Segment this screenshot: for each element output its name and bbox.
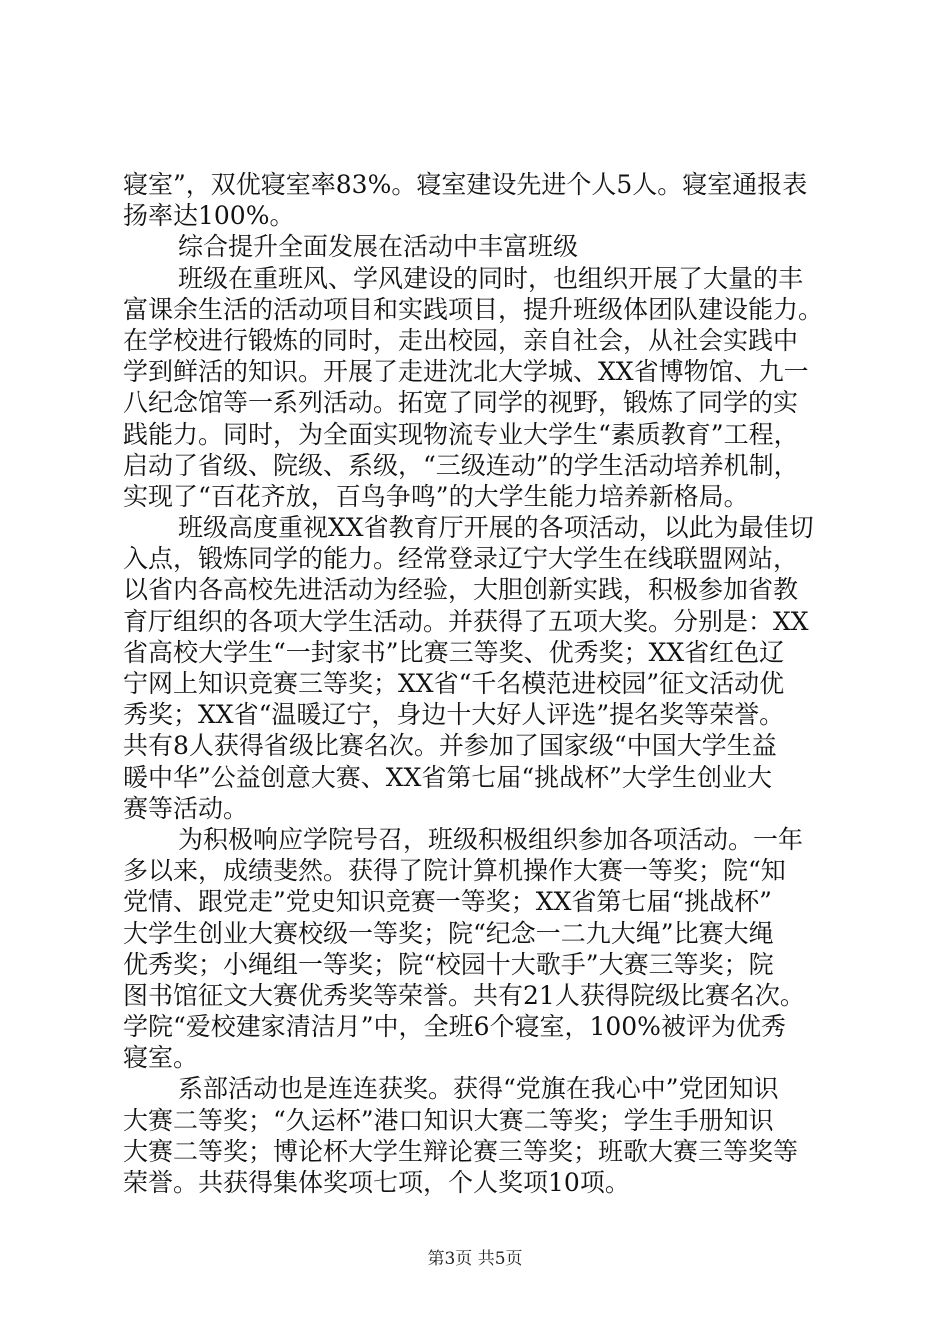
text-line: 班级高度重视XX省教育厅开展的各项活动，以此为最佳切 [178, 513, 814, 543]
text-line: 图书馆征文大赛优秀奖等荣誉。共有21人获得院级比赛名次。 [123, 980, 805, 1010]
text-line: 多以来，成绩斐然。获得了院计算机操作大赛一等奖；院“知 [123, 856, 786, 886]
text-line: 学到鲜活的知识。开展了走进沈北大学城、XX省博物馆、九一 [123, 357, 809, 387]
text-line: 共有8人获得省级比赛名次。并参加了国家级“中国大学生益 [123, 731, 777, 761]
text-line: 大赛二等奖；博论杯大学生辩论赛三等奖；班歌大赛三等奖等 [123, 1136, 799, 1166]
text-line: 系部活动也是连连获奖。获得“党旗在我心中”党团知识 [178, 1074, 779, 1104]
page-footer: 第3页 共5页 [427, 1249, 523, 1269]
text-line: 大赛二等奖；“久运杯”港口知识大赛二等奖；学生手册知识 [123, 1105, 774, 1135]
text-line: 赛等活动。 [123, 793, 249, 823]
text-line: 优秀奖；小绳组一等奖；院“校园十大歌手”大赛三等奖；院 [123, 949, 774, 979]
text-line: 宁网上知识竞赛三等奖；XX省“千名模范进校园”征文活动优 [123, 669, 785, 698]
text-line: 入点，锻炼同学的能力。经常登录辽宁大学生在线联盟网站， [123, 544, 799, 574]
text-line: 学院“爱校建家清洁月”中，全班6个寝室，100%被评为优秀 [123, 1012, 786, 1042]
text-line: 班级在重班风、学风建设的同时，也组织开展了大量的丰 [178, 263, 804, 293]
text-line: 大学生创业大赛校级一等奖；院“纪念一二九大绳”比赛大绳 [123, 918, 774, 948]
text-line: 秀奖；XX省“温暖辽宁，身边十大好人评选”提名奖等荣誉。 [123, 700, 785, 730]
text-line: 践能力。同时，为全面实现物流专业大学生“素质教育”工程， [123, 419, 799, 449]
text-line: 在学校进行锻炼的同时，走出校园，亲自社会，从社会实践中 [123, 325, 799, 355]
text-line: 综合提升全面发展在活动中丰富班级 [178, 232, 579, 262]
text-line: 为积极响应学院号召，班级积极组织参加各项活动。一年 [178, 824, 804, 854]
text-line: 扬率达100%。 [123, 201, 295, 231]
document-body [123, 169, 847, 1198]
text-line: 富课余生活的活动项目和实践项目，提升班级体团队建设能力。 [123, 294, 824, 324]
text-line: 育厅组织的各项大学生活动。并获得了五项大奖。分别是：XX [123, 606, 809, 636]
text-line: 寝室。 [123, 1043, 199, 1073]
text-line: 启动了省级、院级、系级，“三级连动”的学生活动培养机制， [123, 450, 799, 480]
text-line: 省高校大学生“一封家书”比赛三等奖、优秀奖；XX省红色辽 [123, 637, 785, 667]
text-line: 暖中华”公益创意大赛、XX省第七届“挑战杯”大学生创业大 [123, 762, 772, 792]
text-line: 实现了“百花齐放，百鸟争鸣”的大学生能力培养新格局。 [123, 481, 749, 511]
text-line: 以省内各高校先进活动为经验，大胆创新实践，积极参加省教 [123, 575, 799, 605]
text-line: 八纪念馆等一系列活动。拓宽了同学的视野，锻炼了同学的实 [123, 388, 799, 418]
text-line: 党情、跟党走”党史知识竞赛一等奖；XX省第七届“挑战杯” [123, 887, 772, 917]
text-line: 荣誉。共获得集体奖项七项，个人奖项10项。 [123, 1168, 630, 1197]
text-line: 寝室”，双优寝室率83%。寝室建设先进个人5人。寝室通报表 [123, 170, 808, 199]
